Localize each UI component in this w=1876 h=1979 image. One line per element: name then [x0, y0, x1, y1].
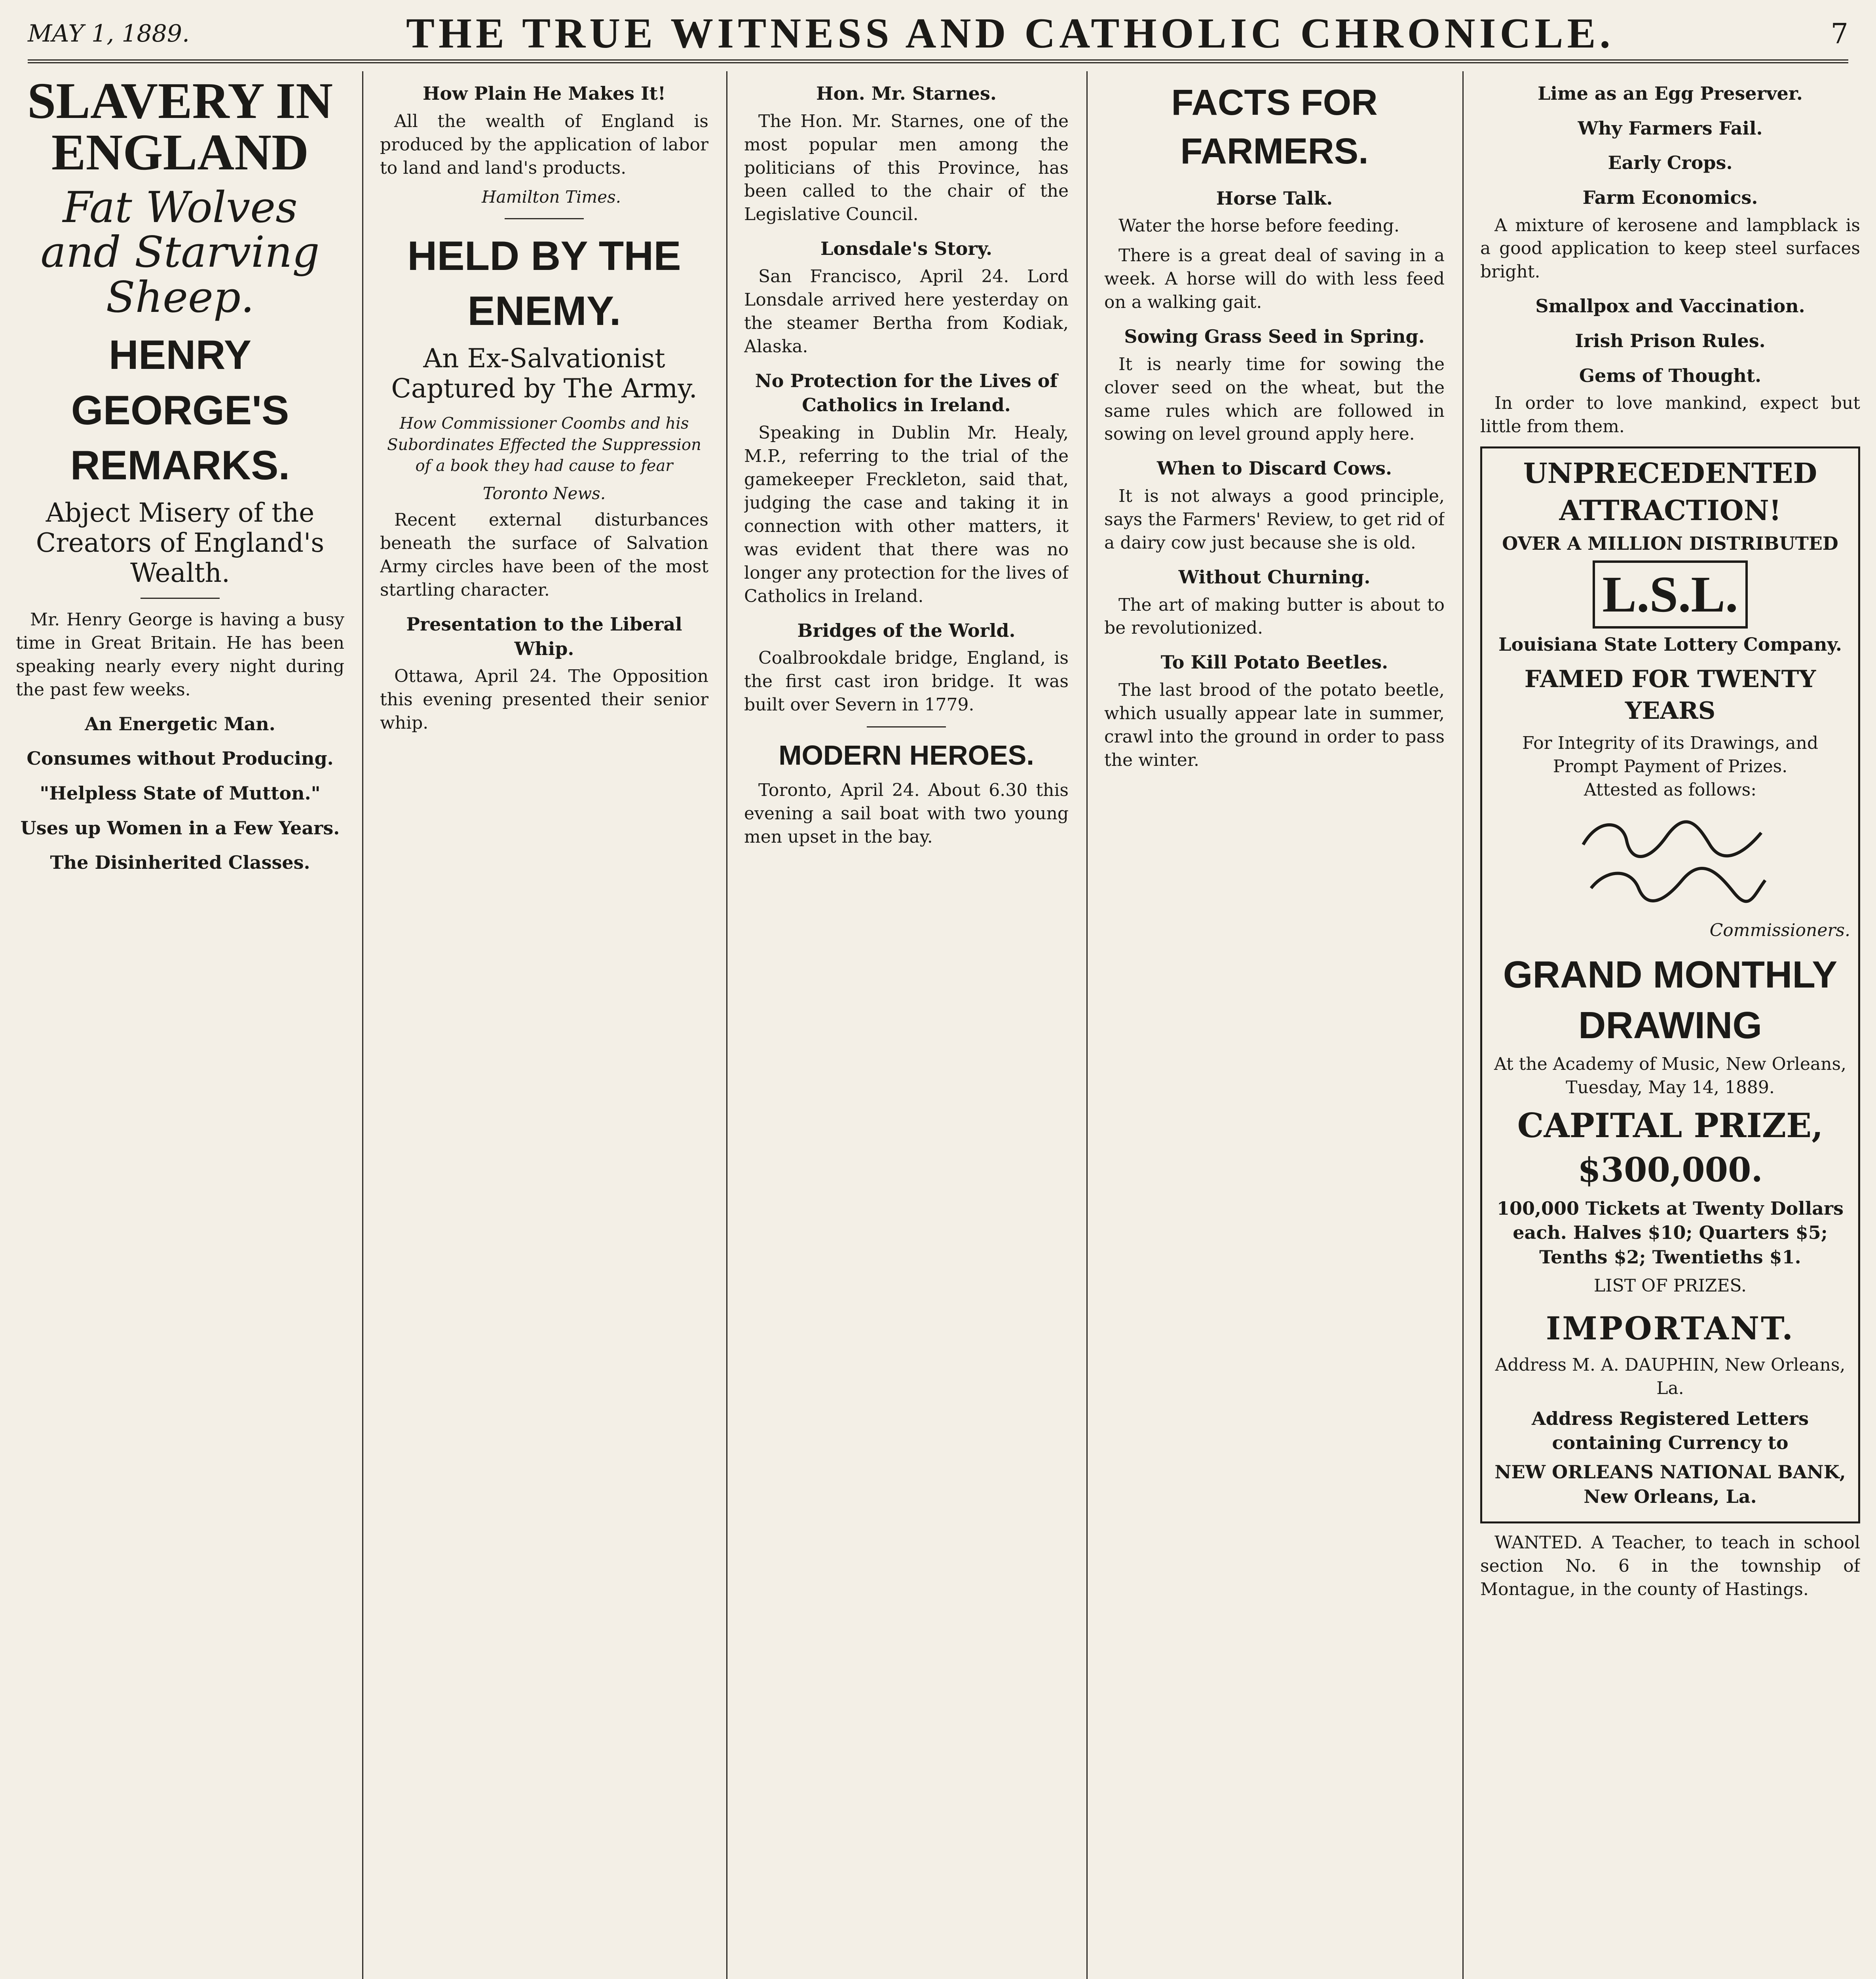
- prize-list-heading: LIST OF PRIZES.: [1593, 1275, 1747, 1296]
- subheading: To Kill Potato Beetles.: [1160, 651, 1388, 673]
- ad-subheadline: OVER A MILLION DISTRIBUTED: [1502, 532, 1838, 554]
- paragraph: Speaking in Dublin Mr. Healy, M.P., referring to the trial of the gamekeeper Freckleton, said that, judging the case and taking it in connection with other matters, it was evident that there was no longer any protection for the lives of Catholics in Ireland.: [744, 423, 1069, 606]
- paragraph: Recent external disturbances beneath the surface of Salvation Army circles have been of the most startling character.: [380, 510, 708, 600]
- subheading: Gems of Thought.: [1579, 365, 1762, 386]
- script-subheadline: Fat Wolves and Starving Sheep.: [40, 183, 320, 322]
- column-2: [380, 71, 708, 1979]
- subheading: Hon. Mr. Starnes.: [816, 83, 997, 104]
- headline-henry-george: HENRY GEORGE'S REMARKS.: [70, 332, 290, 488]
- column-divider: [726, 71, 727, 1979]
- subheading: The Disinherited Classes.: [50, 852, 310, 874]
- article-deck: An Ex-Salvationist Captured by The Army.: [391, 343, 697, 404]
- grand-monthly-drawing: GRAND MONTHLY DRAWING: [1503, 953, 1838, 1047]
- lsl-logo: L.S.L.: [1593, 560, 1748, 629]
- paragraph: The Hon. Mr. Starnes, one of the most popular men among the politicians of this Province, has been called to the chair of the Legislative Council.: [744, 111, 1069, 225]
- paragraph: There is a great deal of saving in a week. A horse will do with less feed on a walking gait.: [1104, 245, 1445, 313]
- bank-name: NEW ORLEANS NATIONAL BANK, New Orleans, La.: [1494, 1461, 1846, 1507]
- subheading: Farm Economics.: [1582, 186, 1758, 208]
- subheading: Smallpox and Vaccination.: [1535, 295, 1805, 317]
- dateline: Toronto News.: [482, 484, 606, 503]
- subheading: Consumes without Producing.: [27, 748, 334, 769]
- subheading: Uses up Women in a Few Years.: [20, 817, 340, 839]
- column-divider: [1462, 71, 1464, 1979]
- paragraph: The art of making butter is about to be revolutionized.: [1104, 594, 1445, 638]
- integrity-line: For Integrity of its Drawings, and Prompt Payment of Prizes.: [1522, 733, 1819, 777]
- commissioners-label: Commissioners.: [1709, 920, 1850, 940]
- column-divider: [362, 71, 363, 1979]
- paragraph: It is nearly time for sowing the clover seed on the wheat, but the same rules which are followed in sowing on level ground apply here.: [1104, 354, 1445, 444]
- column-5: [1480, 71, 1860, 1979]
- headline-held-by-the-enemy: HELD BY THE ENEMY.: [407, 233, 681, 334]
- paragraph: A mixture of kerosene and lampblack is a good application to keep steel surfaces bright.: [1480, 215, 1860, 282]
- subheading: Irish Prison Rules.: [1575, 330, 1766, 351]
- paragraph: Toronto, April 24. About 6.30 this evening a sail boat with two young men upset in the bay.: [744, 780, 1069, 847]
- paragraph: Mr. Henry George is having a busy time in Great Britain. He has been speaking nearly every night during the past few weeks.: [16, 609, 344, 700]
- attested-line: Attested as follows:: [1584, 779, 1757, 800]
- divider: [505, 218, 584, 219]
- capital-prize: CAPITAL PRIZE, $300,000.: [1517, 1105, 1823, 1190]
- subheading: Lonsdale's Story.: [820, 238, 992, 260]
- paragraph: The last brood of the potato beetle, which usually appear late in summer, crawl into the ground in order to pass the winter.: [1104, 680, 1445, 770]
- subheading: Bridges of the World.: [797, 619, 1016, 641]
- subheading: Sowing Grass Seed in Spring.: [1124, 325, 1425, 347]
- headline-facts-for-farmers: FACTS FOR FARMERS.: [1171, 82, 1378, 172]
- column-1: [16, 71, 344, 1979]
- company-name: Louisiana State Lottery Company.: [1498, 634, 1842, 655]
- newspaper-title: THE TRUE WITNESS AND CATHOLIC CHRONICLE.: [406, 10, 1614, 57]
- subheading: Lime as an Egg Preserver.: [1538, 83, 1803, 104]
- article-deck: Abject Misery of the Creators of England's Wealth.: [36, 498, 325, 589]
- masthead: [28, 8, 1848, 63]
- important-notice: IMPORTANT.: [1546, 1309, 1795, 1347]
- famed-line: FAMED FOR TWENTY YEARS: [1524, 665, 1816, 725]
- drawing-details: At the Academy of Music, New Orleans, Tuesday, May 14, 1889.: [1494, 1054, 1847, 1098]
- subheading: Early Crops.: [1608, 152, 1733, 174]
- wanted-notice: WANTED. A Teacher, to teach in school section No. 6 in the township of Montague, in the county of Hastings.: [1480, 1533, 1860, 1600]
- issue-date: MAY 1, 1889.: [28, 20, 190, 47]
- source-credit: Hamilton Times.: [482, 187, 621, 207]
- divider: [867, 726, 946, 727]
- headline-modern-heroes: MODERN HEROES.: [779, 740, 1034, 771]
- paragraph: It is not always a good principle, says the Farmers' Review, to get rid of a dairy cow just because she is old.: [1104, 486, 1445, 553]
- paragraph: Water the horse before feeding.: [1118, 216, 1400, 236]
- page-number: 7: [1830, 17, 1848, 50]
- registered-letters-line: Address Registered Letters containing Currency to: [1531, 1407, 1809, 1454]
- paragraph: San Francisco, April 24. Lord Lonsdale arrived here yesterday on the steamer Bertha from Kodiak, Alaska.: [744, 266, 1069, 357]
- paragraph: All the wealth of England is produced by the application of labor to land and land's products.: [380, 111, 708, 178]
- subheading: Why Farmers Fail.: [1578, 117, 1763, 139]
- ticket-prices: 100,000 Tickets at Twenty Dollars each. Halves $10; Quarters $5; Tenths $2; Twentieths $1.: [1496, 1197, 1844, 1268]
- ad-headline: UNPRECEDENTED ATTRACTION!: [1523, 457, 1817, 527]
- subheading: Without Churning.: [1178, 566, 1371, 588]
- signature-image: [1567, 809, 1773, 912]
- divider: [141, 598, 220, 599]
- column-3: [744, 71, 1069, 1979]
- subheading: Horse Talk.: [1216, 187, 1333, 209]
- column-4: [1104, 71, 1445, 1979]
- paragraph: In order to love mankind, expect but little from them.: [1480, 393, 1860, 437]
- subheading: An Energetic Man.: [85, 713, 275, 735]
- address-line: Address M. A. DAUPHIN, New Orleans, La.: [1495, 1354, 1846, 1398]
- paragraph: Coalbrookdale bridge, England, is the first cast iron bridge. It was built over Severn in 1779.: [744, 648, 1069, 715]
- column-divider: [1086, 71, 1088, 1979]
- article-subdeck: How Commissioner Coombs and his Subordinates Effected the Suppression of a book they had cause to fear: [387, 414, 701, 475]
- subheading: How Plain He Makes It!: [422, 83, 666, 104]
- paragraph: Ottawa, April 24. The Opposition this evening presented their senior whip.: [380, 666, 708, 733]
- headline-slavery-in-england: SLAVERY IN ENGLAND: [27, 72, 333, 181]
- subheading: No Protection for the Lives of Catholics in Ireland.: [755, 370, 1058, 416]
- lottery-advertisement: [1480, 446, 1860, 1523]
- subheading: "Helpless State of Mutton.": [40, 782, 321, 804]
- subheading: Presentation to the Liberal Whip.: [406, 613, 682, 659]
- subheading: When to Discard Cows.: [1156, 458, 1392, 479]
